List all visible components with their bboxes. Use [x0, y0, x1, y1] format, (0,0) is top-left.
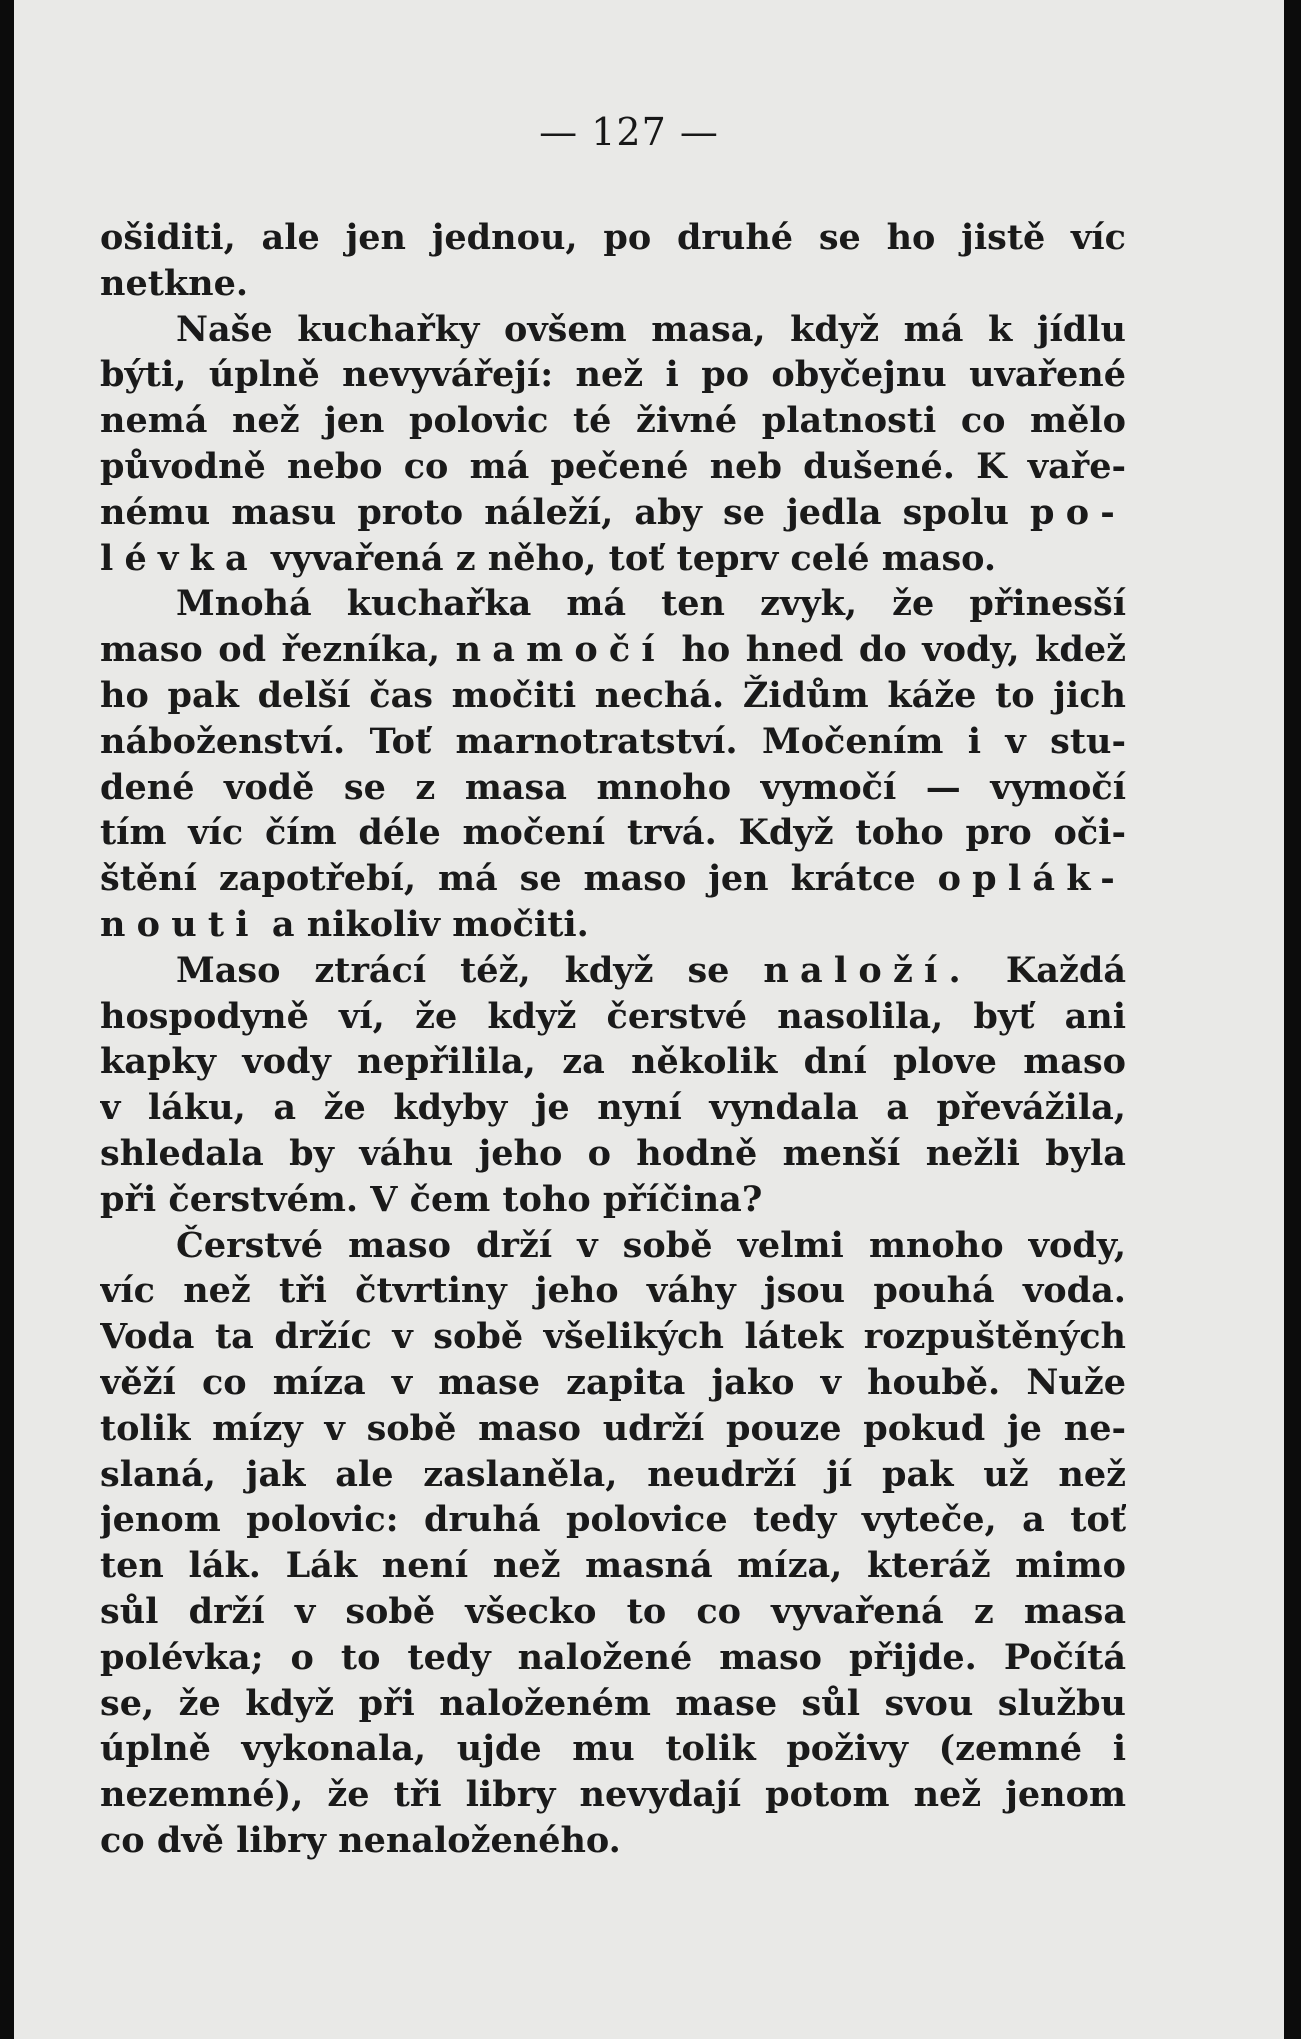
text-line [100, 581, 1126, 627]
text-segment: Čerstvé maso drží v sobě velmi mnoho vody, [176, 1224, 1126, 1266]
text-segment: a nikoliv močiti. [259, 903, 589, 945]
text-segment: při čerstvém. V čem toho příčina? [100, 1178, 763, 1220]
text-line [100, 490, 1126, 536]
text-segment: původně nebo co má pečené neb dušené. K vaře- [100, 445, 1126, 487]
text-line [100, 1818, 1126, 1864]
text-line [100, 1452, 1126, 1498]
book-page [14, 0, 1284, 2039]
text-segment: v láku, a že kdyby je nyní vyndala a převážila, [100, 1087, 1126, 1129]
text-segment: Maso ztrácí též, když se [176, 949, 764, 991]
emphasized-text: naloží. [763, 949, 972, 991]
text-segment: se, že když při naloženém mase sůl svou službu [100, 1682, 1126, 1724]
text-segment: shledala by váhu jeho o hodně menší nežli byla [100, 1132, 1126, 1174]
text-segment: tolik mízy v sobě maso udrží pouze pokud je ne- [100, 1407, 1126, 1449]
text-segment: náboženství. Toť marnotratství. Močením i v stu- [100, 720, 1126, 762]
text-line [100, 810, 1126, 856]
text-segment: kapky vody nepřilila, za několik dní plove maso [100, 1041, 1126, 1083]
text-line [100, 627, 1126, 673]
text-segment: nému masu proto náleží, aby se jedla spolu [100, 491, 1031, 533]
text-line [100, 1543, 1126, 1589]
text-segment: nezemné), že tři libry nevydají potom než jenom [100, 1774, 1126, 1816]
text-segment: Naše kuchařky ovšem masa, když má k jídlu [176, 308, 1126, 350]
text-line [100, 1635, 1126, 1681]
scan-left-edge [0, 0, 14, 2039]
text-segment: nemá než jen polovic té živné platnosti co mělo [100, 400, 1126, 442]
text-segment: ho pak delší čas močiti nechá. Židům káže to jich [100, 674, 1126, 716]
text-segment: Voda ta držíc v sobě všelikých látek rozpuštěných [100, 1316, 1126, 1358]
text-line [100, 1039, 1126, 1085]
text-line [100, 1406, 1126, 1452]
text-segment: dené vodě se z masa mnoho vymočí — vymočí [100, 766, 1126, 808]
text-line [100, 1681, 1126, 1727]
emphasized-text: namočí [455, 629, 666, 671]
text-segment: co dvě libry nenaloženého. [100, 1819, 621, 1861]
text-segment: vyvařená z něho, toť teprv celé maso. [258, 537, 997, 579]
text-line [100, 856, 1126, 902]
text-segment: tím víc čím déle močení trvá. Když toho pro oči- [100, 812, 1126, 854]
text-segment: netkne. [100, 262, 249, 304]
text-segment: slaná, jak ale zaslaněla, neudrží jí pak už než [100, 1453, 1126, 1495]
text-line [100, 444, 1126, 490]
text-line [100, 1497, 1126, 1543]
text-segment: maso od řezníka, [100, 629, 456, 671]
text-segment: ošiditi, ale jen jednou, po druhé se ho jistě víc [100, 217, 1126, 258]
text-segment: sůl drží v sobě všecko to co vyvařená z masa [100, 1590, 1126, 1632]
text-line [100, 307, 1126, 353]
text-line [100, 1223, 1126, 1269]
body-text [100, 215, 1126, 1864]
text-segment: úplně vykonala, ujde mu tolik poživy (zemné i [100, 1728, 1126, 1770]
text-segment: Mnohá kuchařka má ten zvyk, že přinesší [176, 583, 1126, 625]
text-line [100, 536, 1126, 582]
text-line [100, 719, 1126, 765]
text-line [100, 1589, 1126, 1635]
text-segment: ten lák. Lák není než masná míza, kteráž mimo [100, 1545, 1126, 1587]
text-line [100, 765, 1126, 811]
text-segment: Každá [971, 949, 1126, 991]
text-segment: štění zapotřebí, má se maso jen krátce [100, 858, 938, 900]
text-line [100, 352, 1126, 398]
text-line [100, 1177, 1126, 1223]
text-segment: býti, úplně nevyvářejí: než i po obyčejnu uvařené [100, 354, 1126, 396]
text-line [100, 1726, 1126, 1772]
page-number: — 127 — [539, 110, 719, 154]
text-line [100, 1314, 1126, 1360]
scan-right-edge [1284, 0, 1301, 2039]
text-line [100, 1360, 1126, 1406]
text-segment: polévka; o to tedy naložené maso přijde. Počítá [100, 1636, 1126, 1678]
text-segment: věží co míza v mase zapita jako v houbě. Nuže [100, 1361, 1126, 1403]
emphasized-text: po- [1030, 491, 1126, 533]
text-line [100, 1085, 1126, 1131]
text-segment: hospodyně ví, že když čerstvé nasolila, byť ani [100, 995, 1126, 1037]
text-line [100, 902, 1126, 948]
text-line [100, 261, 1126, 307]
text-line [100, 673, 1126, 719]
scanned-page [14, 0, 1284, 2039]
text-line [100, 398, 1126, 444]
text-segment: ho hned do vody, kdež [665, 629, 1126, 671]
text-line [100, 1131, 1126, 1177]
emphasized-text: oplák- [937, 858, 1126, 900]
emphasized-text: lévka [100, 537, 259, 579]
text-line [100, 215, 1126, 261]
text-line [100, 994, 1126, 1040]
text-segment: víc než tři čtvrtiny jeho váhy jsou pouhá voda. [100, 1270, 1126, 1312]
emphasized-text: nouti [100, 903, 260, 945]
text-segment: jenom polovic: druhá polovice tedy vyteče, a toť [100, 1499, 1126, 1541]
text-line [100, 1772, 1126, 1818]
text-line [100, 1268, 1126, 1314]
text-line [100, 948, 1126, 994]
